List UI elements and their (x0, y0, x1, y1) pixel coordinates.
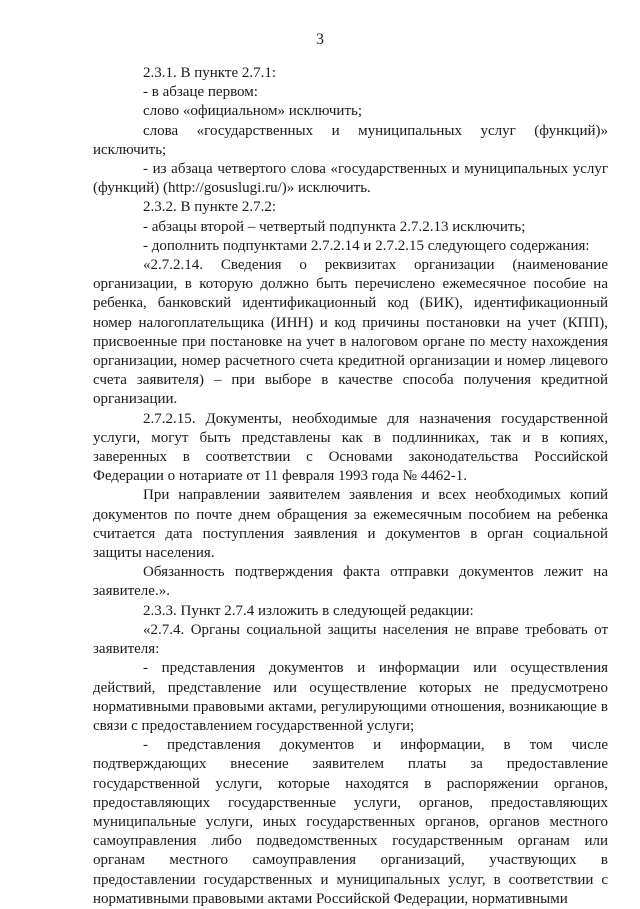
paragraph-2-7-2-15: 2.7.2.15. Документы, необходимые для назначения государственной услуги, могут быть представлены как в подлинниках, так и в копиях, заверенных в соответствии с Основами законодательства Российской Федерации о нотариате от 11 февраля 1993 года № 4462-1. (93, 410, 608, 485)
paragraph-2-7-4: «2.7.4. Органы социальной защиты населения не вправе требовать от заявителя: (93, 621, 608, 658)
paragraph-postal-submission: При направлении заявителем заявления и всех необходимых копий документов по почте днем обращения за ежемесячным пособием на ребенка считается дата поступления заявления и документов в орган социальной защиты населения. (93, 487, 608, 562)
paragraph-words-exclude: слова «государственных и муниципальных услуг (функций)» исключить; (93, 122, 608, 158)
document-body (93, 64, 608, 909)
paragraph-fourth-abzats: - из абзаца четвертого слова «государственных и муниципальных услуг (функций) (http://gosuslugi.ru/)» исключить. (93, 161, 608, 197)
paragraph-2-3-3-heading: 2.3.3. Пункт 2.7.4 изложить в следующей редакции: (143, 602, 474, 619)
page-number: 3 (316, 31, 324, 48)
paragraph-add-subpoints: - дополнить подпунктами 2.7.2.14 и 2.7.2.15 следующего содержания: (143, 237, 590, 254)
paragraph-2-3-1-heading: 2.3.1. В пункте 2.7.1: (143, 65, 277, 81)
paragraph-requirement-2: - представления документов и информации, в том числе подтверждающих внесение заявителем платы за предоставление государственной услуги, которые находятся в распоряжении органов, предоставляющих государственные услуги, органов, предоставляющих муниципальные услуги, иных государственных органов, органов местного самоуправления либо подведомственных государственным органам или органам местного самоуправления организаций, участвующих в предоставлении государственных и муниципальных услуг, в соответствии с нормативными правовыми актами Российской Федерации, нормативными (93, 737, 608, 907)
paragraph-abzats-exclude: - абзацы второй – четвертый подпункта 2.7.2.13 исключить; (143, 218, 526, 235)
paragraph-2-7-2-14: «2.7.2.14. Сведения о реквизитах организации (наименование организации, в которую должно быть перечислено ежемесячное пособие на ребенка, банковский идентификационный код (БИК), идентификационный номер налогоплательщика (ИНН) и код причины постановки на учет (КПП), присвоенные при постановке на учет в налоговом органе по месту нахождения организации, номер расчетного счета кредитной организации и номер лицевого счета заявителя) – при выборе в качестве способа получения кредитной организации. (93, 257, 608, 408)
paragraph-proof-obligation: Обязанность подтверждения факта отправки документов лежит на заявителе.». (93, 564, 608, 600)
paragraph-requirement-1: - представления документов и информации или осуществления действий, представление или осуществление которых не предусмотрено нормативными правовыми актами, регулирующими отношения, возникающие в связи с предоставлением государственной услуги; (93, 660, 608, 734)
paragraph-word-exclude: слово «официальном» исключить; (143, 103, 363, 120)
paragraph-first-abzats: - в абзаце первом: (143, 84, 258, 101)
paragraph-2-3-2-heading: 2.3.2. В пункте 2.7.2: (143, 199, 277, 216)
